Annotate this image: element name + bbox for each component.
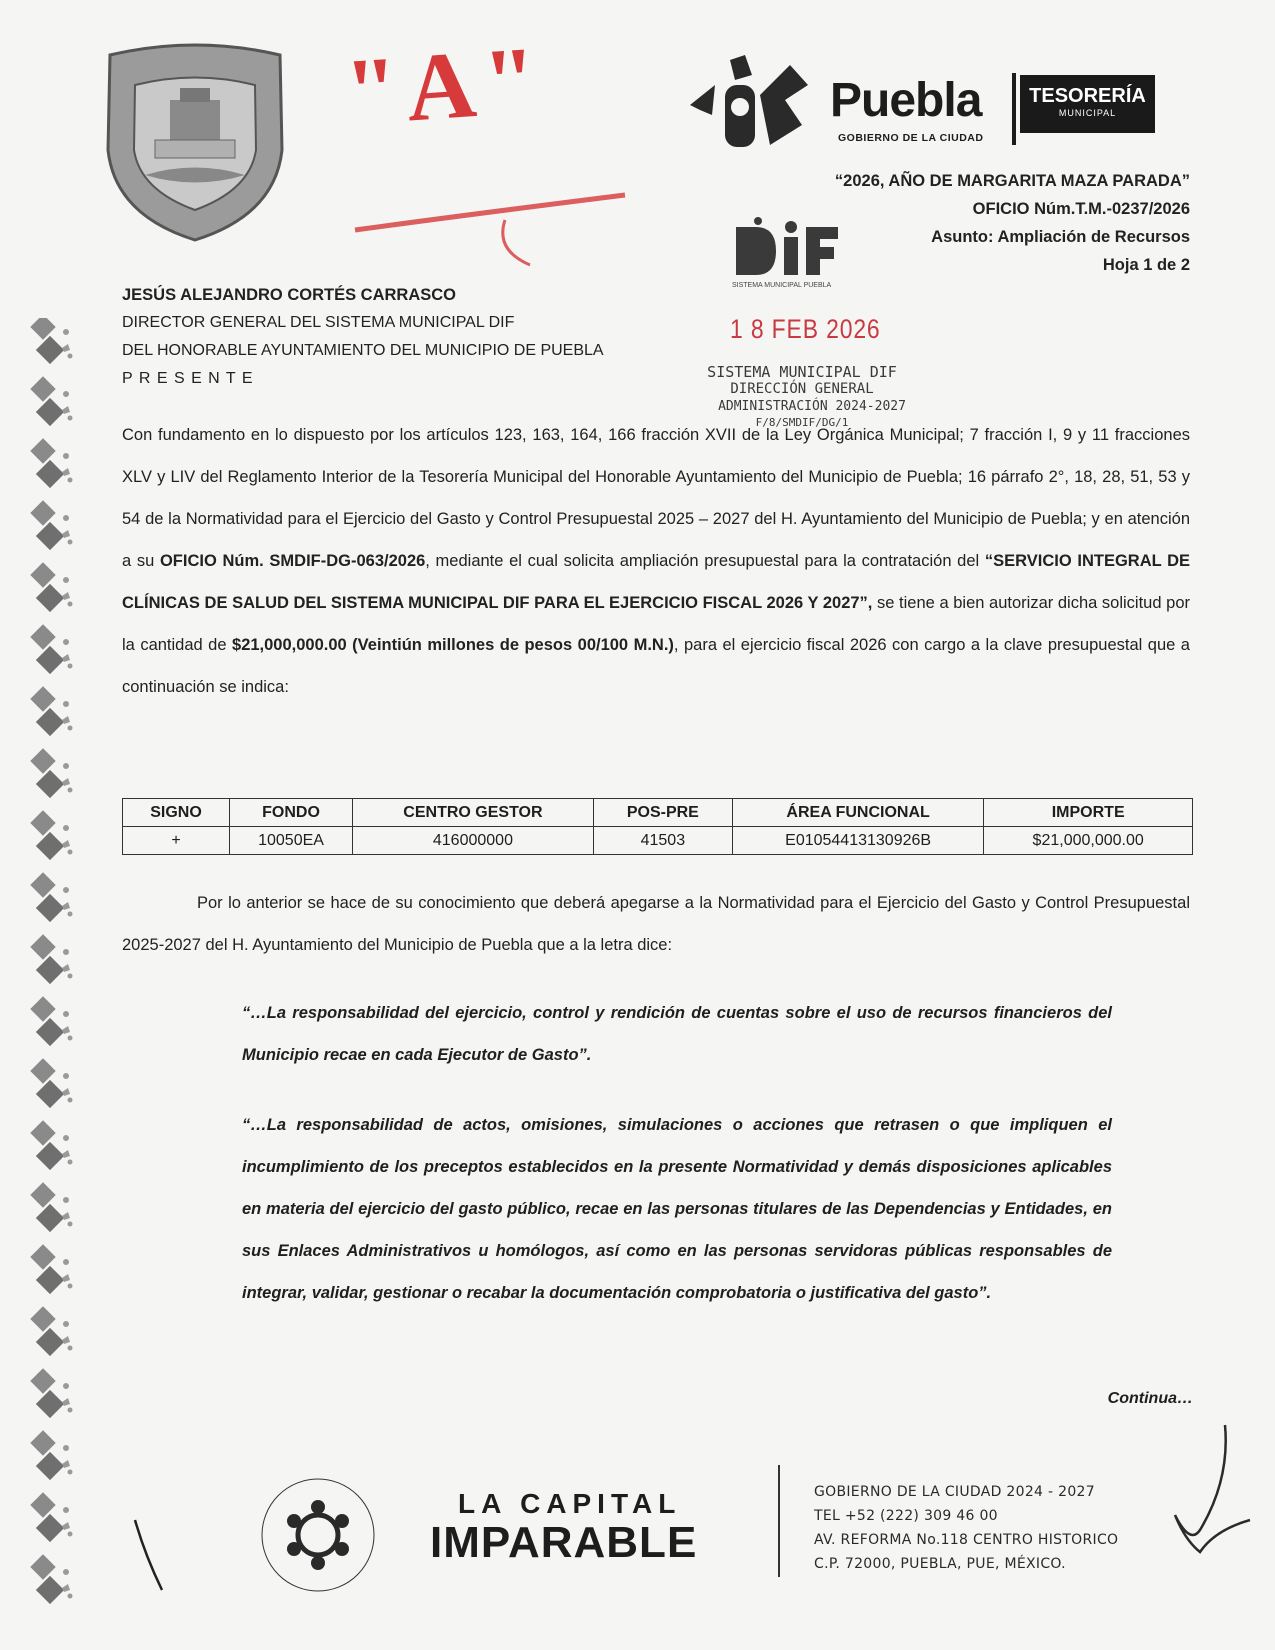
addressee-title-1: DIRECTOR GENERAL DEL SISTEMA MUNICIPAL DIF bbox=[122, 314, 515, 331]
asunto-line: Asunto: Ampliación de Recursos bbox=[931, 228, 1190, 246]
slogan-line-1: LA CAPITAL bbox=[458, 1488, 682, 1519]
handwritten-red-mark bbox=[341, 25, 665, 275]
table-header-row bbox=[123, 799, 1193, 827]
puebla-wordmark: Puebla bbox=[830, 74, 982, 127]
dif-caption: SISTEMA MUNICIPAL PUEBLA bbox=[732, 282, 832, 289]
p1-text-g: , para el ejercicio fiscal 2026 con cargo a la clave presupuestal que a continuación se indica: bbox=[122, 636, 1190, 696]
p1-text-e: se tiene a bien autorizar dicha solicitud por la cantidad de bbox=[122, 594, 1190, 654]
p1-text-a: Con fundamento en lo dispuesto por los artículos 123, 163, 164, 166 fracción XVII de la Ley Orgánica Municipal; 7 fracción I, 9 y 11 fracciones XLV y LIV del Reglamento Interior de la Tesorería Municipal del Honorable Ayuntamiento del Municipio de Puebla; 16 párrafo 2°, 18, 28, 51, 53 y 54 de la Normatividad para el Ejercicio del Gasto y Control Presupuestal 2025 – 2027 del H. Ayuntamiento del Municipio de Puebla; y en atención a su bbox=[122, 426, 1190, 570]
signature-scribble bbox=[1145, 1420, 1255, 1570]
puebla-emblem-icon bbox=[690, 55, 822, 150]
table-row bbox=[123, 827, 1193, 855]
received-date-stamp: 1 8 FEB 2026 bbox=[730, 314, 881, 344]
budget-key-table bbox=[122, 798, 1193, 855]
quote-1: “…La responsabilidad del ejercicio, control y rendición de cuentas sobre el uso de recursos financieros del Municipio recae en cada Ejecutor de Gasto”. bbox=[242, 1004, 1112, 1064]
cell-fondo: 10050EA bbox=[230, 827, 353, 855]
decorative-border bbox=[26, 318, 82, 1618]
body-paragraph-2: Por lo anterior se hace de su conocimiento que deberá apegarse a la Normatividad para el Ejercicio del Gasto y Control Presupuestal 2025-2027 del H. Ayuntamiento del Municipio de Puebla que a la letra dice: bbox=[122, 894, 1190, 954]
col-centro-gestor: CENTRO GESTOR bbox=[353, 799, 594, 827]
red-scribble-icon bbox=[345, 30, 665, 275]
handwritten-mark-text: "A" bbox=[341, 25, 549, 146]
body-paragraph-1 bbox=[122, 414, 1190, 708]
p1-amount: $21,000,000.00 (Veintiún millones de pesos 00/100 M.N.) bbox=[232, 636, 674, 654]
cell-pos-pre: 41503 bbox=[593, 827, 732, 855]
cell-importe: $21,000,000.00 bbox=[984, 827, 1193, 855]
norma-igualdad-seal bbox=[258, 1475, 378, 1595]
stamp-line-1: SISTEMA MUNICIPAL DIF bbox=[707, 363, 897, 381]
norma-seal-icon bbox=[258, 1475, 378, 1595]
cell-centro-gestor: 416000000 bbox=[353, 827, 594, 855]
col-fondo: FONDO bbox=[230, 799, 353, 827]
puebla-tesoreria-logo bbox=[690, 55, 1155, 150]
col-pos-pre: POS-PRE bbox=[593, 799, 732, 827]
dif-logo bbox=[728, 215, 873, 290]
p1-text-c: , mediante el cual solicita ampliación presupuestal para la contratación del bbox=[425, 552, 985, 570]
stamp-line-2: DIRECCIÓN GENERAL bbox=[730, 381, 874, 397]
norma-seal-text bbox=[258, 1475, 259, 1476]
p1-service-name: “SERVICIO INTEGRAL DE CLÍNICAS DE SALUD DEL SISTEMA MUNICIPAL DIF PARA EL EJERCICIO FISCAL 2026 Y 2027”, bbox=[122, 552, 1190, 612]
pen-stroke-mark bbox=[130, 1515, 170, 1595]
col-signo: SIGNO bbox=[123, 799, 230, 827]
tesoreria-label: TESORERÍA bbox=[1029, 85, 1146, 107]
slogan-line-2: IMPARABLE bbox=[430, 1518, 698, 1567]
col-area-funcional: ÁREA FUNCIONAL bbox=[732, 799, 983, 827]
stamp-line-3: ADMINISTRACIÓN 2024-2027 bbox=[718, 399, 906, 414]
logo-divider bbox=[1012, 73, 1016, 145]
capital-imparable-slogan bbox=[430, 1488, 697, 1568]
gobierno-subtitle: GOBIERNO DE LA CIUDAD bbox=[838, 132, 984, 144]
year-motto: “2026, AÑO DE MARGARITA MAZA PARADA” bbox=[834, 172, 1190, 190]
cell-signo: + bbox=[123, 827, 230, 855]
p1-oficio-ref: OFICIO Núm. SMDIF-DG-063/2026 bbox=[159, 552, 426, 570]
footer-divider bbox=[778, 1465, 780, 1577]
quote-2: “…La responsabilidad de actos, omisiones, simulaciones o acciones que retrasen o que impliquen el incumplimiento de los preceptos establecidos en la presente Normatividad y demás disposiciones aplicables en materia del ejercicio del gasto público, recae en las personas titulares de las Dependencias y Entidades, en sus Enlaces Administrativos u homólogos, así como en las personas servidoras públicas responsables de integrar, validar, gestionar o recabar la documentación comprobatoria o justificativa del gasto”. bbox=[242, 1116, 1112, 1302]
cell-area-funcional: E01054413130926B bbox=[732, 827, 983, 855]
municipal-label: MUNICIPAL bbox=[1058, 108, 1117, 118]
footer-phone: TEL +52 (222) 309 46 00 bbox=[814, 1508, 998, 1524]
oficio-number: OFICIO Núm.T.M.-0237/2026 bbox=[972, 200, 1190, 218]
city-seal-logo bbox=[100, 40, 290, 245]
footer-address: AV. REFORMA No.118 CENTRO HISTORICO bbox=[814, 1532, 1119, 1548]
col-importe: IMPORTE bbox=[984, 799, 1193, 827]
presente-label: P R E S E N T E bbox=[122, 370, 254, 387]
footer-gov-line: GOBIERNO DE LA CIUDAD 2024 - 2027 bbox=[814, 1484, 1095, 1500]
addressee-title-2: DEL HONORABLE AYUNTAMIENTO DEL MUNICIPIO DE PUEBLA bbox=[122, 342, 604, 359]
addressee-name: JESÚS ALEJANDRO CORTÉS CARRASCO bbox=[122, 286, 457, 304]
continua-label: Continua… bbox=[1107, 1390, 1193, 1407]
footer-postal: C.P. 72000, PUEBLA, PUE, MÉXICO. bbox=[814, 1556, 1066, 1572]
tesoreria-badge bbox=[1020, 75, 1155, 133]
page-count: Hoja 1 de 2 bbox=[1102, 256, 1190, 274]
stamp-line-4: F/8/SMDIF/DG/1 bbox=[755, 416, 849, 429]
